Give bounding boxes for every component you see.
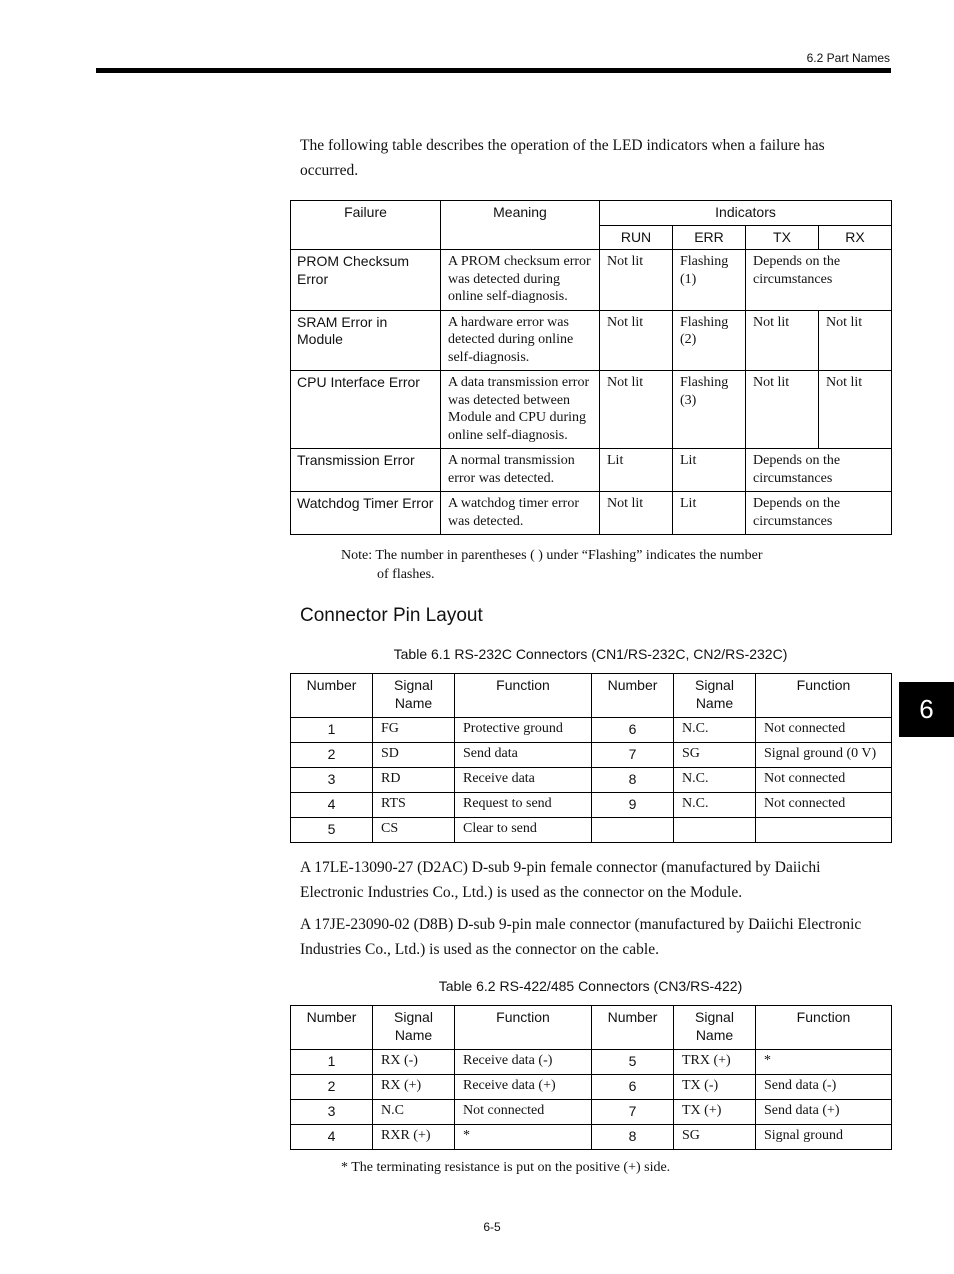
- signal-name: CS: [373, 818, 455, 843]
- signal-name: SG: [674, 1125, 756, 1150]
- table-row: [291, 1050, 892, 1075]
- header-number: Number: [291, 1006, 373, 1050]
- table-row: [291, 1100, 892, 1125]
- signal-name: SD: [373, 743, 455, 768]
- failure-cell: CPU Interface Error: [291, 371, 441, 449]
- header-function: Function: [756, 1006, 892, 1050]
- pin-number: 3: [291, 768, 373, 793]
- signal-name: N.C.: [674, 768, 756, 793]
- run-cell: Not lit: [600, 310, 673, 371]
- signal-name: N.C.: [674, 793, 756, 818]
- header-function: Function: [455, 1006, 592, 1050]
- page-header: [0, 0, 954, 80]
- function: Protective ground: [455, 718, 592, 743]
- section-heading: Connector Pin Layout: [300, 605, 483, 626]
- note-line: of flashes.: [377, 567, 435, 582]
- function: Receive data: [455, 768, 592, 793]
- function: Receive data (-): [455, 1050, 592, 1075]
- err-cell: Flashing (2): [673, 310, 746, 371]
- meaning-cell: A hardware error was detected during online self-diagnosis.: [441, 310, 600, 371]
- table-row: [291, 768, 892, 793]
- function: Not connected: [756, 718, 892, 743]
- pin-number: 6: [592, 718, 674, 743]
- pin-number: 7: [592, 743, 674, 768]
- err-cell: Flashing (1): [673, 250, 746, 311]
- header-indicators: Indicators: [600, 201, 892, 226]
- header-rx: RX: [819, 226, 892, 250]
- failure-cell: PROM Checksum Error: [291, 250, 441, 311]
- pin-number: 7: [592, 1100, 674, 1125]
- tx-cell: Not lit: [746, 371, 819, 449]
- header-run: RUN: [600, 226, 673, 250]
- pin-number: 1: [291, 1050, 373, 1075]
- pin-number: 9: [592, 793, 674, 818]
- txrx-cell: Depends on the circumstances: [746, 449, 892, 492]
- connector-module-paragraph: A 17LE-13090-27 (D2AC) D-sub 9-pin female connector (manufactured by Daiichi Electronic Industries Co., Ltd.) is used as the connector on the Module.: [300, 859, 821, 901]
- run-cell: Not lit: [600, 492, 673, 535]
- rs422-table: [290, 1005, 892, 1150]
- function: Receive data (+): [455, 1075, 592, 1100]
- table-row: [291, 310, 892, 371]
- signal-name: [674, 818, 756, 843]
- header-number: Number: [291, 674, 373, 718]
- table-note: [341, 546, 801, 584]
- function: Signal ground: [756, 1125, 892, 1150]
- run-cell: Not lit: [600, 250, 673, 311]
- header-meaning: Meaning: [441, 201, 600, 250]
- header-signal-name: Signal Name: [674, 1006, 756, 1050]
- signal-name: N.C.: [674, 718, 756, 743]
- rx-cell: Not lit: [819, 371, 892, 449]
- function: Send data (+): [756, 1100, 892, 1125]
- signal-name: RXR (+): [373, 1125, 455, 1150]
- signal-name: RX (+): [373, 1075, 455, 1100]
- signal-name: RD: [373, 768, 455, 793]
- pin-number: 1: [291, 718, 373, 743]
- table-row: [291, 718, 892, 743]
- table-row: [291, 1075, 892, 1100]
- header-signal-name: Signal Name: [373, 674, 455, 718]
- failure-cell: Watchdog Timer Error: [291, 492, 441, 535]
- header-tx: TX: [746, 226, 819, 250]
- pin-number: 5: [291, 818, 373, 843]
- function: Not connected: [756, 768, 892, 793]
- meaning-cell: A normal transmission error was detected.: [441, 449, 600, 492]
- function: Not connected: [756, 793, 892, 818]
- table-row: [291, 818, 892, 843]
- meaning-cell: A watchdog timer error was detected.: [441, 492, 600, 535]
- header-number: Number: [592, 1006, 674, 1050]
- header-signal-name: Signal Name: [373, 1006, 455, 1050]
- header-number: Number: [592, 674, 674, 718]
- function: Clear to send: [455, 818, 592, 843]
- table-caption: Table 6.2 RS-422/485 Connectors (CN3/RS-422): [438, 978, 743, 994]
- note-line: Note: The number in parentheses ( ) under “Flashing” indicates the number: [341, 548, 763, 563]
- pin-number: 4: [291, 793, 373, 818]
- meaning-cell: A data transmission error was detected between Module and CPU during online self-diagnosis.: [441, 371, 600, 449]
- err-cell: Flashing (3): [673, 371, 746, 449]
- function: [756, 818, 892, 843]
- table-row: [291, 743, 892, 768]
- err-cell: Lit: [673, 492, 746, 535]
- table-row: [291, 250, 892, 311]
- function: *: [756, 1050, 892, 1075]
- section-title: 6.2 Part Names: [806, 51, 890, 65]
- failure-cell: SRAM Error in Module: [291, 310, 441, 371]
- table-row: [291, 371, 892, 449]
- signal-name: N.C: [373, 1100, 455, 1125]
- connector-cable-paragraph: A 17JE-23090-02 (D8B) D-sub 9-pin male connector (manufactured by Daiichi Electronic Industries Co., Ltd.) is used as the connector on the cable.: [300, 916, 862, 958]
- pin-number: 8: [592, 1125, 674, 1150]
- rx-cell: Not lit: [819, 310, 892, 371]
- header-err: ERR: [673, 226, 746, 250]
- signal-name: SG: [674, 743, 756, 768]
- intro-paragraph: The following table describes the operation of the LED indicators when a failure has occurred.: [300, 137, 825, 179]
- function: Send data: [455, 743, 592, 768]
- pin-number: 2: [291, 743, 373, 768]
- footnote: * The terminating resistance is put on the positive (+) side.: [341, 1160, 671, 1175]
- header-rule: [96, 68, 891, 73]
- signal-name: RX (-): [373, 1050, 455, 1075]
- signal-name: TX (+): [674, 1100, 756, 1125]
- signal-name: TX (-): [674, 1075, 756, 1100]
- pin-number: [592, 818, 674, 843]
- table-row: [291, 793, 892, 818]
- signal-name: TRX (+): [674, 1050, 756, 1075]
- led-indicator-table: [290, 200, 892, 535]
- function: Signal ground (0 V): [756, 743, 892, 768]
- pin-number: 8: [592, 768, 674, 793]
- tx-cell: Not lit: [746, 310, 819, 371]
- failure-cell: Transmission Error: [291, 449, 441, 492]
- header-function: Function: [756, 674, 892, 718]
- chapter-tab: 6: [899, 682, 954, 737]
- function: Request to send: [455, 793, 592, 818]
- run-cell: Lit: [600, 449, 673, 492]
- table-row: [291, 492, 892, 535]
- page-number: 6-5: [483, 1220, 501, 1234]
- pin-number: 5: [592, 1050, 674, 1075]
- table-row: [291, 449, 892, 492]
- txrx-cell: Depends on the circumstances: [746, 250, 892, 311]
- table-caption: Table 6.1 RS-232C Connectors (CN1/RS-232C, CN2/RS-232C): [393, 646, 788, 662]
- txrx-cell: Depends on the circumstances: [746, 492, 892, 535]
- table-row: [291, 1125, 892, 1150]
- run-cell: Not lit: [600, 371, 673, 449]
- header-function: Function: [455, 674, 592, 718]
- function: *: [455, 1125, 592, 1150]
- function: Not connected: [455, 1100, 592, 1125]
- header-signal-name: Signal Name: [674, 674, 756, 718]
- pin-number: 4: [291, 1125, 373, 1150]
- signal-name: RTS: [373, 793, 455, 818]
- function: Send data (-): [756, 1075, 892, 1100]
- pin-number: 2: [291, 1075, 373, 1100]
- err-cell: Lit: [673, 449, 746, 492]
- signal-name: FG: [373, 718, 455, 743]
- pin-number: 3: [291, 1100, 373, 1125]
- pin-number: 6: [592, 1075, 674, 1100]
- rs232c-table: [290, 673, 892, 843]
- header-failure: Failure: [291, 201, 441, 250]
- meaning-cell: A PROM checksum error was detected during online self-diagnosis.: [441, 250, 600, 311]
